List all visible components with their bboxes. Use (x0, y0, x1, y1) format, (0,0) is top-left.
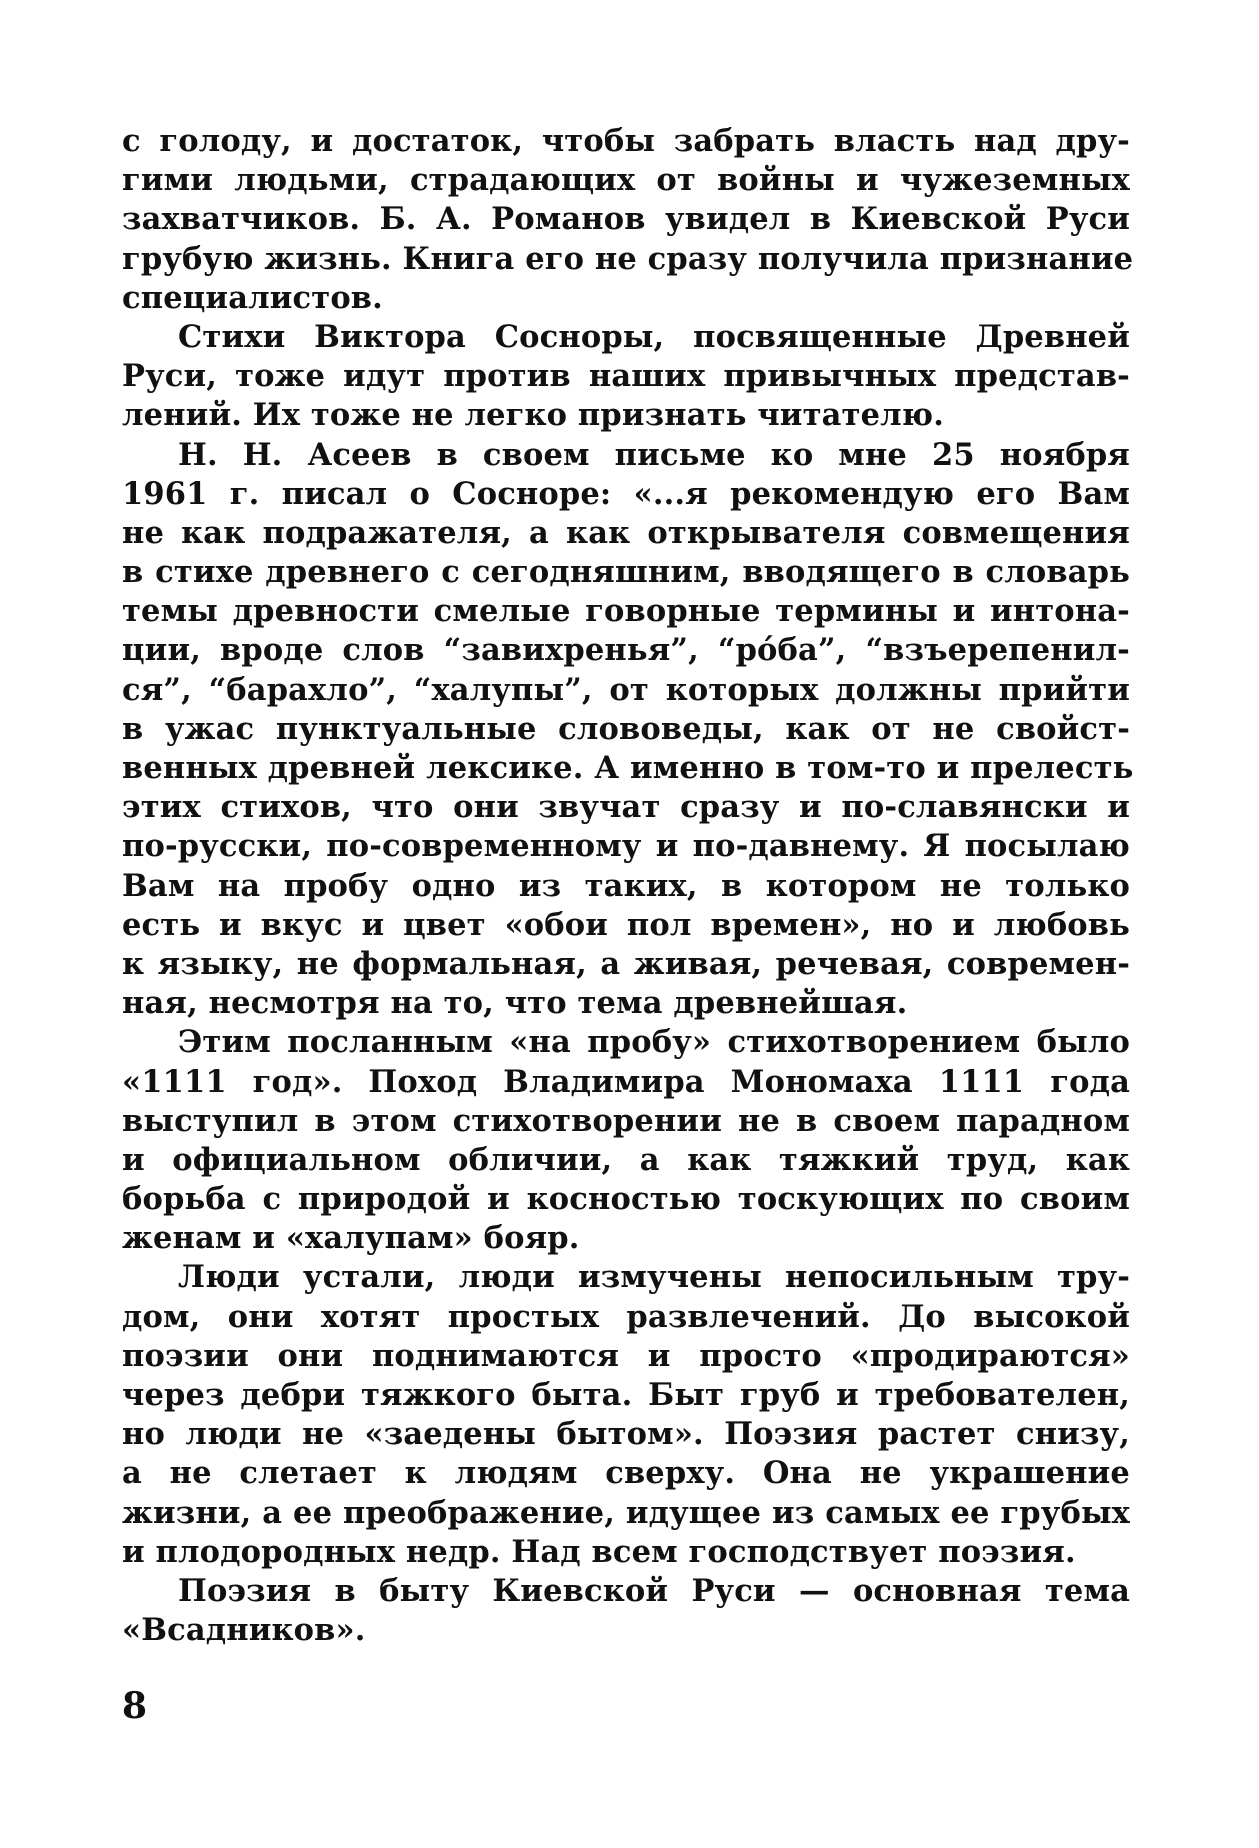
text-line: лений. Их тоже не легко признать читателю. (122, 397, 944, 434)
text-line: а не слетает к людям сверху. Она не украшение (122, 1455, 1130, 1492)
text-line: 1961 г. писал о Сосноре: «...я рекомендую его Вам (122, 475, 1130, 512)
text-line: этих стихов, что они звучат сразу и по-славянски и (122, 789, 1130, 826)
text-line: Стихи Виктора Сосноры, посвященные Древней (178, 318, 1130, 355)
text-line: выступил в этом стихотворении не в своем парадном (122, 1102, 1130, 1139)
text-line: дом, они хотят простых развлечений. До высокой (122, 1298, 1130, 1335)
text-line: борьба с природой и косностью тоскующих по своим (122, 1181, 1130, 1218)
text-line: Руси, тоже идут против наших привычных представ- (122, 358, 1130, 395)
text-line: и плодородных недр. Над всем господствует поэзия. (122, 1533, 1076, 1570)
text-line: есть и вкус и цвет «обои пол времен», но и любовь (122, 906, 1130, 943)
text-line: ная, несмотря на то, что тема древнейшая. (122, 985, 908, 1022)
text-line: специалистов. (122, 279, 383, 316)
text-line: Н. Н. Асеев в своем письме ко мне 25 ноября (178, 436, 1130, 473)
text-line: грубую жизнь. Книга его не сразу получила признание (122, 240, 1134, 277)
text-line: жизни, а ее преображение, идущее из самых ее грубых (122, 1494, 1130, 1531)
text-line: ции, вроде слов “завихренья”, “рóба”, “взъерепенил- (122, 632, 1130, 669)
text-line: Этим посланным «на пробу» стихотворением было (178, 1024, 1130, 1061)
text-line: не как подражателя, а как открывателя совмещения (122, 514, 1130, 551)
text-line: темы древности смелые говорные термины и интона- (122, 593, 1130, 630)
text-line: Люди устали, люди измучены непосильным тру- (178, 1259, 1130, 1296)
text-line: захватчиков. Б. А. Романов увидел в Киевской Руси (122, 201, 1130, 238)
text-line: Вам на пробу одно из таких, в котором не только (122, 867, 1130, 904)
text-line: по-русски, по-современному и по-давнему. Я посылаю (122, 828, 1130, 865)
text-line: Поэзия в быту Киевской Руси — основная тема (178, 1572, 1130, 1609)
text-line: через дебри тяжкого быта. Быт груб и требователен, (122, 1377, 1130, 1413)
text-line: к языку, не формальная, а живая, речевая, современ- (122, 945, 1130, 982)
text-line: и официальном обличии, а как тяжкий труд, как (122, 1141, 1130, 1178)
text-line: поэзии они поднимаются и просто «продираются» (122, 1337, 1130, 1374)
text-line: в стихе древнего с сегодняшним, вводящего в словарь (122, 554, 1130, 591)
text-line: гими людьми, страдающих от войны и чужеземных (122, 162, 1130, 199)
text-line: но люди не «заедены бытом». Поэзия растет снизу, (122, 1416, 1130, 1453)
text-line: с голоду, и достаток, чтобы забрать власть над дру- (122, 123, 1130, 159)
text-line: ся”, “барахло”, “халупы”, от которых должны прийти (122, 671, 1130, 708)
text-line: венных древней лексике. А именно в том-то и прелесть (122, 750, 1134, 786)
page-number: 8 (122, 1685, 148, 1727)
text-line: «1111 год». Поход Владимира Мономаха 1111 года (122, 1063, 1130, 1100)
text-line: в ужас пунктуальные слововеды, как от не свойст- (122, 710, 1130, 747)
text-line: «Всадников». (122, 1612, 366, 1649)
text-line: женам и «халупам» бояр. (122, 1220, 580, 1257)
body-text (122, 122, 1134, 1650)
